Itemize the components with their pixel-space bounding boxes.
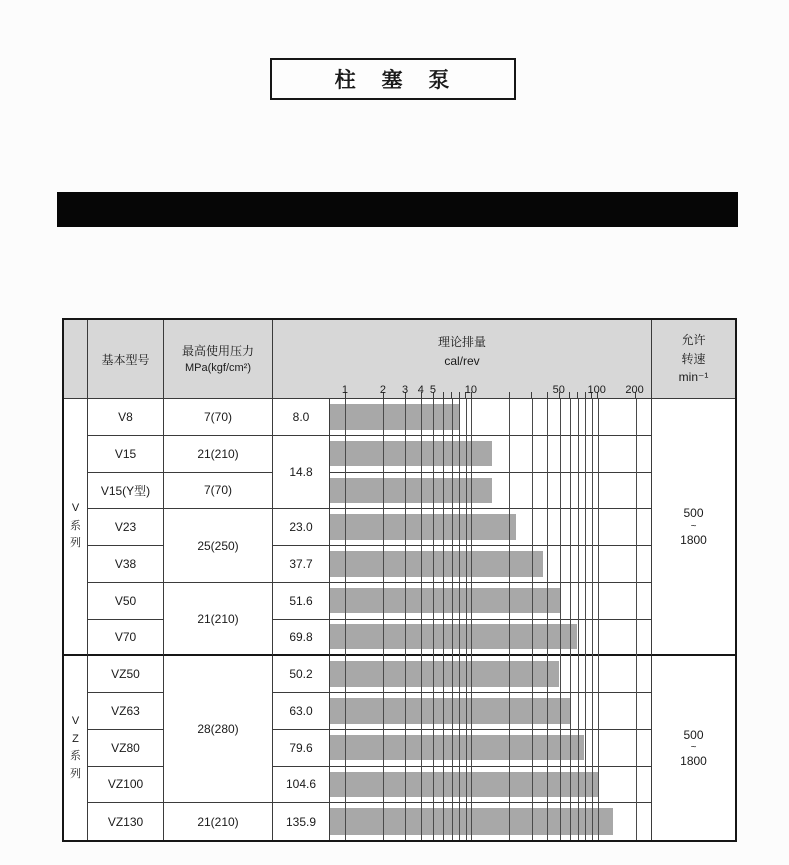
displacement-bar <box>330 624 577 649</box>
axis-label: 1 <box>341 384 349 396</box>
header-displacement <box>273 320 652 399</box>
displacement-bar <box>330 514 516 540</box>
axis-tick <box>451 392 452 398</box>
displacement-cell: 104.6 <box>273 767 330 804</box>
chart-cell <box>330 693 652 730</box>
displacement-bar <box>330 772 599 798</box>
header-pressure <box>164 320 273 399</box>
chart-cell <box>330 620 652 657</box>
chart-unit: cal/rev <box>444 354 480 369</box>
model-cell: V8 <box>88 399 164 436</box>
model-cell: VZ63 <box>88 693 164 730</box>
chart-cell <box>330 767 652 804</box>
speed-range: 500 ~ 1800 <box>652 399 735 656</box>
series-label: V Z 系 列 <box>64 656 88 840</box>
chart-cell <box>330 399 652 436</box>
chart-cell <box>330 583 652 620</box>
chart-cell <box>330 546 652 583</box>
axis-tick <box>577 392 578 398</box>
model-cell: V70 <box>88 620 164 657</box>
header-speed-line1: 允许 <box>681 333 706 348</box>
axis-tick <box>443 392 444 398</box>
axis-label: 10 <box>464 384 477 396</box>
header-pressure-unit: MPa(kgf/cm²) <box>185 361 251 374</box>
axis-label: 5 <box>429 384 437 396</box>
header-speed <box>652 320 735 399</box>
axis-tick <box>569 392 570 398</box>
displacement-bar <box>330 661 559 687</box>
chart-cell <box>330 656 652 693</box>
pressure-cell: 25(250) <box>164 509 273 583</box>
chart-cell <box>330 730 652 767</box>
pressure-cell: 7(70) <box>164 473 273 510</box>
chart-cell <box>330 473 652 510</box>
displacement-bar <box>330 478 492 504</box>
page-title <box>270 58 516 100</box>
axis-label: 200 <box>625 384 644 396</box>
displacement-cell: 63.0 <box>273 693 330 730</box>
displacement-bar <box>330 808 613 834</box>
axis-label: 100 <box>587 384 606 396</box>
chart-title: 理论排量 <box>437 335 486 349</box>
axis-tick <box>509 392 510 398</box>
pressure-cell: 21(210) <box>164 803 273 840</box>
axis-tick <box>547 392 548 398</box>
page-title-text: 柱 塞 泵 <box>334 69 452 92</box>
speed-range: 500 ~ 1800 <box>652 656 735 840</box>
header-pressure-label: 最高使用压力 <box>181 343 254 358</box>
axis-zone <box>330 320 651 398</box>
model-cell: VZ100 <box>88 767 164 804</box>
pressure-cell: 28(280) <box>164 656 273 803</box>
model-cell: V38 <box>88 546 164 583</box>
model-cell: VZ80 <box>88 730 164 767</box>
pressure-cell: 21(210) <box>164 436 273 473</box>
model-cell: V15 <box>88 436 164 473</box>
header-speed-line2: 转速 <box>681 351 706 366</box>
axis-label: 4 <box>417 384 424 396</box>
pressure-cell: 21(210) <box>164 583 273 657</box>
displacement-bar <box>330 698 571 724</box>
axis-tick <box>531 392 532 398</box>
header-series <box>64 320 88 399</box>
header-speed-unit: min⁻¹ <box>678 370 709 385</box>
displacement-bar <box>330 588 561 614</box>
model-cell: VZ130 <box>88 803 164 840</box>
model-cell: V50 <box>88 583 164 620</box>
displacement-bar <box>330 551 543 577</box>
series-label: V 系 列 <box>64 399 88 656</box>
displacement-cell: 50.2 <box>273 656 330 693</box>
displacement-cell: 8.0 <box>273 399 330 436</box>
displacement-cell: 23.0 <box>273 509 330 546</box>
displacement-bar <box>330 735 584 761</box>
section-divider-bar <box>57 192 738 227</box>
model-cell: V15(Y型) <box>88 473 164 510</box>
axis-tick <box>585 392 586 398</box>
header-model <box>88 320 164 399</box>
axis-label: 50 <box>552 384 565 396</box>
pressure-cell: 7(70) <box>164 399 273 436</box>
chart-cell <box>330 436 652 473</box>
model-cell: V23 <box>88 509 164 546</box>
displacement-cell: 135.9 <box>273 803 330 840</box>
displacement-cell: 14.8 <box>273 436 330 510</box>
displacement-cell: 79.6 <box>273 730 330 767</box>
displacement-cell: 51.6 <box>273 583 330 620</box>
spec-table <box>62 318 737 842</box>
displacement-bar <box>330 404 459 430</box>
displacement-cell: 37.7 <box>273 546 330 583</box>
axis-tick <box>459 392 460 398</box>
chart-cell <box>330 509 652 546</box>
axis-label: 2 <box>379 384 386 396</box>
header-model-label: 基本型号 <box>101 352 150 367</box>
displacement-bar <box>330 441 492 467</box>
axis-label: 3 <box>401 384 409 396</box>
chart-cell <box>330 803 652 840</box>
displacement-cell: 69.8 <box>273 620 330 657</box>
model-cell: VZ50 <box>88 656 164 693</box>
